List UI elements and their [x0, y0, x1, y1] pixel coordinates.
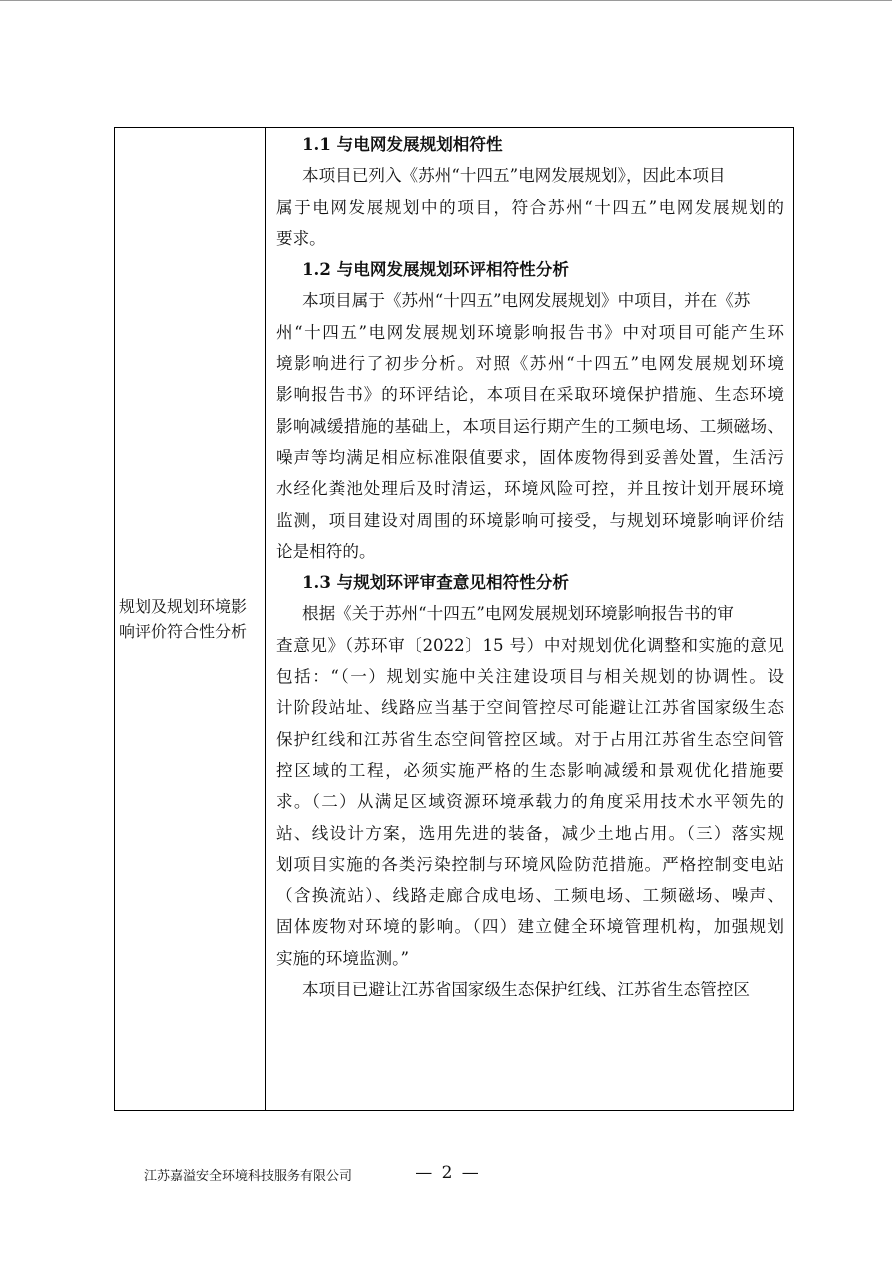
section-heading: 1.1 与电网发展规划相符性: [302, 134, 503, 154]
section-heading: 1.3 与规划环评审查意见相符性分析: [302, 572, 569, 593]
body-text-line: 站、线设计方案，选用先进的装备，减少土地占用。（三）落实规: [276, 823, 784, 843]
section-heading: 1.2 与电网发展规划环评相符性分析: [302, 259, 569, 280]
content-table: [114, 127, 794, 1111]
body-text-line: 查意见》（苏环审〔2022〕15 号）中对规划优化调整和实施的意见: [276, 635, 784, 655]
section-label: 规划及规划环境影响评价符合性分析: [119, 597, 248, 641]
body-text-line: 论是相符的。: [276, 541, 376, 561]
body-text-line: 保护红线和江苏省生态空间管控区域。对于占用江苏省生态空间管: [276, 729, 784, 749]
body-text-line: 监测，项目建设对周围的环境影响可接受，与规划环境影响评价结: [276, 510, 784, 530]
page-number: — 2 —: [415, 1163, 481, 1183]
company-name: 江苏嘉溢安全环境科技服务有限公司: [144, 1169, 353, 1184]
body-text-line: 影响报告书》的环评结论，本项目在采取环境保护措施、生态环境: [276, 385, 784, 405]
body-text-line: （含换流站）、线路走廊合成电场、工频电场、工频磁场、噪声、: [276, 886, 784, 906]
body-text-line: 州“十四五”电网发展规划环境影响报告书》中对项目可能产生环: [276, 322, 784, 342]
section-body-cell: [266, 128, 793, 1110]
body-text-line: 求。（二）从满足区域资源环境承载力的角度采用技术水平领先的: [276, 792, 784, 812]
body-text-line: 属于电网发展规划中的项目，符合苏州“十四五”电网发展规划的: [276, 197, 784, 217]
body-text-line: 实施的环境监测。”: [276, 948, 409, 968]
body-text-line: 根据《关于苏州“十四五”电网发展规划环境影响报告书的审: [302, 604, 734, 624]
body-text-line: 包括：“（一）规划实施中关注建设项目与相关规划的协调性。设: [276, 667, 784, 687]
section-label-cell: [115, 128, 266, 1110]
body-text-line: 噪声等均满足相应标准限值要求，固体废物得到妥善处置，生活污: [276, 447, 784, 467]
body-text-line: 划项目实施的各类污染控制与环境风险防范措施。严格控制变电站: [276, 854, 784, 874]
body-text-line: 影响减缓措施的基础上，本项目运行期产生的工频电场、工频磁场、: [276, 416, 784, 436]
page-top-rule: [0, 0, 892, 1]
body-text-line: 固体废物对环境的影响。（四）建立健全环境管理机构，加强规划: [276, 917, 784, 937]
body-text-line: 本项目已列入《苏州“十四五”电网发展规划》，因此本项目: [302, 166, 726, 186]
body-text-line: 要求。: [276, 228, 326, 248]
body-text-line: 本项目已避让江苏省国家级生态保护红线、江苏省生态管控区: [302, 980, 751, 1000]
body-text-line: 境影响进行了初步分析。对照《苏州“十四五”电网发展规划环境: [276, 354, 784, 374]
body-text-line: 控区域的工程，必须实施严格的生态影响减缓和景观优化措施要: [276, 760, 784, 780]
body-text-line: 计阶段站址、线路应当基于空间管控尽可能避让江苏省国家级生态: [276, 698, 784, 718]
body-text-line: 本项目属于《苏州“十四五”电网发展规划》中项目，并在《苏: [302, 291, 751, 311]
body-text-line: 水经化粪池处理后及时清运，环境风险可控，并且按计划开展环境: [276, 479, 784, 499]
page-footer: [0, 1163, 892, 1187]
